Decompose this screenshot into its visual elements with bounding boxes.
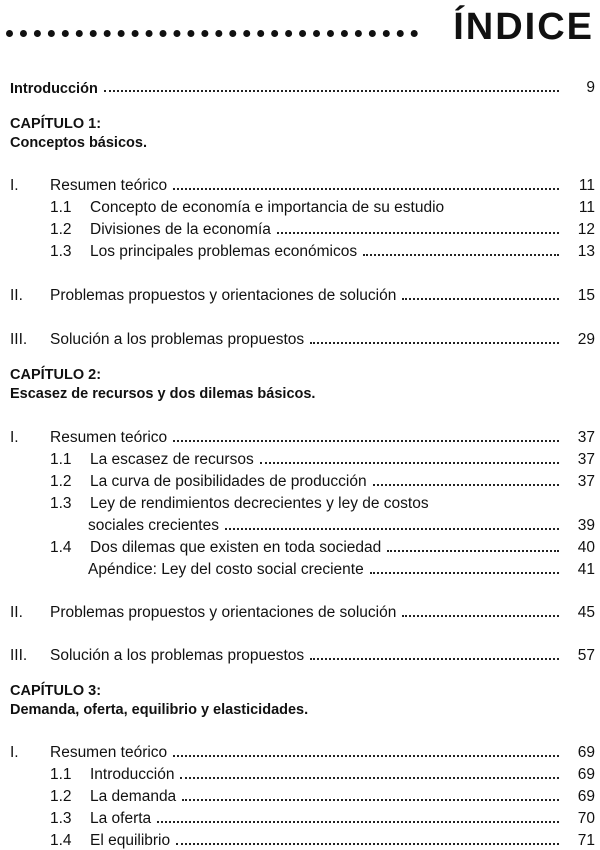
toc-entry[interactable]	[10, 239, 595, 261]
section-text: Resumen teórico	[50, 429, 168, 446]
toc-page-number: 11	[578, 177, 595, 194]
section-number: I.	[10, 744, 19, 761]
toc-entry[interactable]	[10, 762, 595, 784]
section-text: La escasez de recursos	[90, 451, 254, 468]
section-number: III.	[10, 331, 28, 348]
leader-dots	[157, 821, 559, 823]
leader-dots	[373, 484, 559, 486]
chapter-label: CAPÍTULO 1:	[10, 116, 102, 132]
chapter-label: CAPÍTULO 2:	[10, 367, 102, 383]
toc-page-number: 9	[586, 79, 595, 96]
toc-entry[interactable]	[10, 425, 595, 447]
leader-dots	[225, 528, 559, 530]
section-text: Concepto de economía e importancia de su estudio	[90, 199, 445, 216]
page-header	[0, 0, 600, 60]
toc-page-number: 70	[577, 810, 595, 827]
toc-page-number: 40	[577, 539, 595, 556]
section-number: 1.4	[50, 832, 72, 849]
chapter-1-heading	[10, 115, 147, 153]
section-number: 1.1	[50, 766, 72, 783]
section-text: La demanda	[90, 788, 177, 805]
section-text: Divisiones de la economía	[90, 221, 271, 238]
toc-entry-text: Introducción	[10, 81, 98, 97]
toc-entry[interactable]	[10, 173, 595, 195]
toc-entry-appendix[interactable]	[10, 557, 595, 579]
toc-entry[interactable]	[10, 806, 595, 828]
section-number: 1.1	[50, 199, 72, 216]
toc-page-number: 29	[577, 331, 595, 348]
toc-page-number: 12	[577, 221, 595, 238]
chapter-2-heading	[10, 366, 315, 404]
leader-dots	[387, 550, 559, 552]
toc-page-number: 45	[577, 604, 595, 621]
leader-dots	[260, 462, 559, 464]
leader-dots	[182, 799, 559, 801]
section-number: II.	[10, 287, 23, 304]
leader-dots	[104, 90, 559, 92]
section-number: 1.3	[50, 810, 72, 827]
section-text: Resumen teórico	[50, 177, 168, 194]
chapter-title: Conceptos básicos.	[10, 135, 147, 151]
section-text: Ley de rendimientos decrecientes y ley de costos	[90, 495, 429, 512]
toc-entry[interactable]	[10, 535, 595, 557]
section-text: Solución a los problemas propuestos	[50, 647, 305, 664]
leader-dots	[450, 210, 559, 212]
toc-entry-continuation[interactable]	[10, 513, 595, 535]
leader-dots	[176, 843, 559, 845]
leader-dots	[402, 615, 559, 617]
toc-page-number: 37	[577, 429, 595, 446]
leader-dots	[173, 440, 559, 442]
toc-entry-introduccion[interactable]	[10, 75, 595, 97]
toc-page-number: 57	[577, 647, 595, 664]
leader-dots	[277, 232, 559, 234]
toc-page-number: 69	[577, 744, 595, 761]
section-text: Los principales problemas económicos	[90, 243, 358, 260]
section-text: sociales crecientes	[88, 517, 219, 534]
section-text: El equilibrio	[90, 832, 171, 849]
toc-entry[interactable]	[10, 217, 595, 239]
section-number: II.	[10, 604, 23, 621]
toc-page-number: 71	[577, 832, 595, 849]
section-number: 1.4	[50, 539, 72, 556]
leader-dots	[173, 755, 559, 757]
header-leader-dots	[6, 30, 418, 37]
section-text: Dos dilemas que existen en toda sociedad	[90, 539, 382, 556]
toc-entry[interactable]	[10, 327, 595, 349]
toc-entry[interactable]	[10, 784, 595, 806]
section-text: Apéndice: Ley del costo social creciente	[88, 561, 364, 578]
section-number: I.	[10, 429, 19, 446]
chapter-title: Escasez de recursos y dos dilemas básicos.	[10, 386, 316, 402]
toc-page-number: 13	[577, 243, 595, 260]
toc-entry[interactable]	[10, 195, 595, 217]
toc-entry[interactable]	[10, 491, 595, 513]
section-text: Resumen teórico	[50, 744, 168, 761]
section-number: III.	[10, 647, 28, 664]
toc-entry[interactable]	[10, 283, 595, 305]
chapter-title: Demanda, oferta, equilibrio y elasticidades.	[10, 702, 309, 718]
section-number: 1.3	[50, 243, 72, 260]
toc-page-number: 37	[577, 473, 595, 490]
toc-entry[interactable]	[10, 600, 595, 622]
toc-page-number: 37	[577, 451, 595, 468]
toc-page-number: 39	[577, 517, 595, 534]
leader-dots	[363, 254, 559, 256]
section-number: 1.2	[50, 788, 72, 805]
section-text: Solución a los problemas propuestos	[50, 331, 305, 348]
section-number: 1.2	[50, 473, 72, 490]
section-number: 1.2	[50, 221, 72, 238]
leader-dots	[180, 777, 559, 779]
chapter-label: CAPÍTULO 3:	[10, 683, 102, 699]
toc-entry[interactable]	[10, 447, 595, 469]
leader-spacer	[435, 506, 559, 508]
section-text: Problemas propuestos y orientaciones de solución	[50, 287, 397, 304]
leader-dots	[402, 298, 559, 300]
section-text: Problemas propuestos y orientaciones de solución	[50, 604, 397, 621]
toc-page-number: 41	[577, 561, 595, 578]
leader-dots	[370, 572, 559, 574]
leader-dots	[310, 342, 559, 344]
section-number: 1.1	[50, 451, 72, 468]
section-number: I.	[10, 177, 19, 194]
section-text: Introducción	[90, 766, 175, 783]
toc-page-number: 15	[577, 287, 595, 304]
leader-dots	[310, 658, 559, 660]
toc-entry[interactable]	[10, 643, 595, 665]
toc-entry[interactable]	[10, 469, 595, 491]
chapter-3-heading	[10, 682, 308, 720]
toc-page-number: 11	[578, 199, 595, 216]
toc-entry[interactable]	[10, 828, 595, 850]
leader-dots	[173, 188, 559, 190]
section-number: 1.3	[50, 495, 72, 512]
section-text: La oferta	[90, 810, 152, 827]
toc-page-number: 69	[577, 766, 595, 783]
page-title: ÍNDICE	[453, 6, 594, 48]
section-text: La curva de posibilidades de producción	[90, 473, 367, 490]
toc-entry[interactable]	[10, 740, 595, 762]
toc-page-number: 69	[577, 788, 595, 805]
